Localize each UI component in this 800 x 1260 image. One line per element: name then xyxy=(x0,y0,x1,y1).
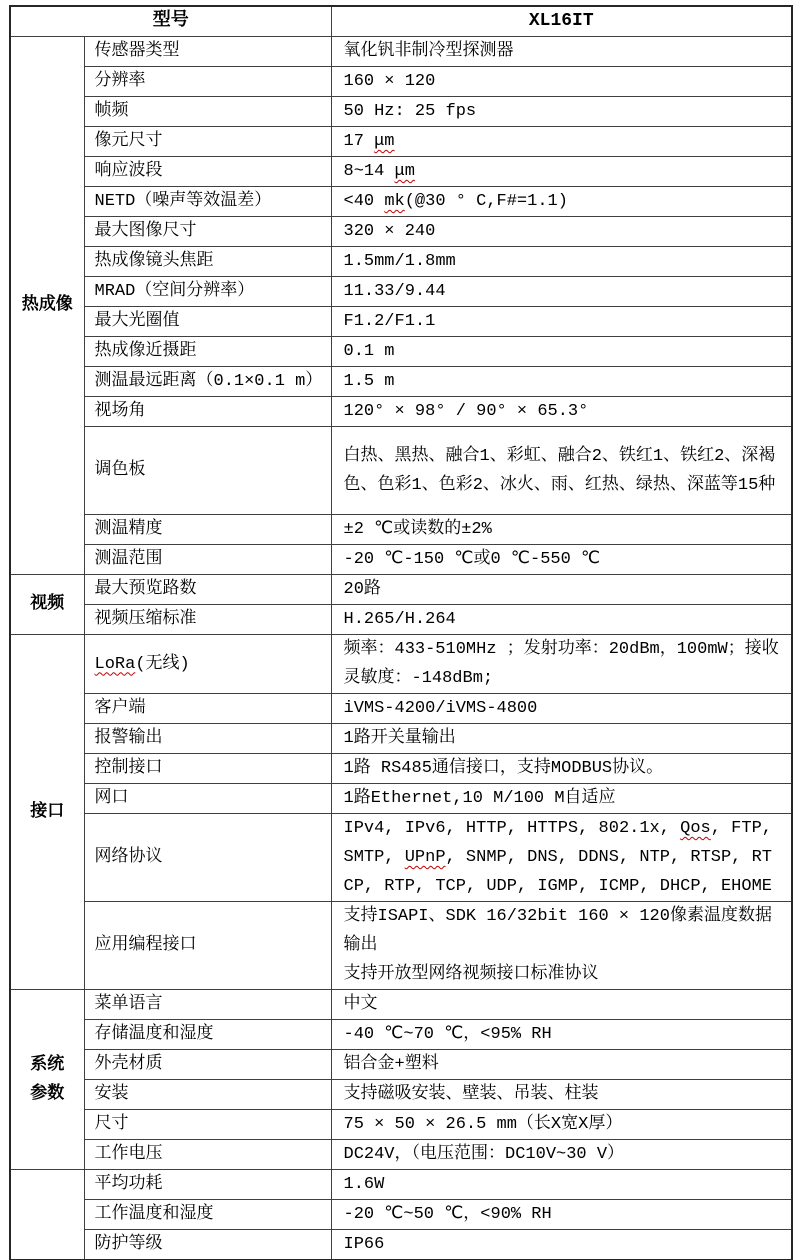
table-row xyxy=(10,157,792,187)
param-label: 传感器类型 xyxy=(84,37,331,67)
param-value: 1.5 m xyxy=(331,367,792,397)
param-value: 20路 xyxy=(331,575,792,605)
param-label: 平均功耗 xyxy=(84,1170,331,1200)
group-label: 接口 xyxy=(10,635,84,990)
param-value-part: 支持ISAPI、SDK 16/32bit 160 × 120像素温度数据输出 xyxy=(343,907,772,955)
param-value xyxy=(331,902,792,990)
table-row xyxy=(10,67,792,97)
param-label: 报警输出 xyxy=(84,724,331,754)
param-label: 存储温度和湿度 xyxy=(84,1020,331,1050)
table-row xyxy=(10,605,792,635)
model-value: XL16IT xyxy=(331,6,792,37)
param-label: 菜单语言 xyxy=(84,990,331,1020)
param-label: 测温范围 xyxy=(84,545,331,575)
table-row xyxy=(10,635,792,694)
param-value-part-spellcheck: μm xyxy=(394,162,415,181)
param-value: 11.33/9.44 xyxy=(331,277,792,307)
group-label: 热成像 xyxy=(10,37,84,575)
param-label: 帧频 xyxy=(84,97,331,127)
param-value: DC24V，（电压范围：DC10V~30 V） xyxy=(331,1140,792,1170)
param-label: 应用编程接口 xyxy=(84,902,331,990)
param-label: 外壳材质 xyxy=(84,1050,331,1080)
param-label: 最大光圈值 xyxy=(84,307,331,337)
param-value xyxy=(331,814,792,902)
param-value: 120° × 98° / 90° × 65.3° xyxy=(331,397,792,427)
param-value: 氧化钒非制冷型探测器 xyxy=(331,37,792,67)
table-row xyxy=(10,427,792,515)
table-row xyxy=(10,247,792,277)
table-row xyxy=(10,307,792,337)
param-value: 1路 RS485通信接口，支持MODBUS协议。 xyxy=(331,754,792,784)
table-row xyxy=(10,277,792,307)
table-row xyxy=(10,337,792,367)
param-value-part: IPv4, IPv6, HTTP, HTTPS, 802.1x, xyxy=(343,819,681,838)
table-row xyxy=(10,1140,792,1170)
param-value-part: 8~14 xyxy=(343,162,395,181)
param-label: NETD（噪声等效温差） xyxy=(84,187,331,217)
param-label: 视场角 xyxy=(84,397,331,427)
table-row xyxy=(10,1230,792,1260)
table-row xyxy=(10,575,792,605)
param-label: 视频压缩标准 xyxy=(84,605,331,635)
param-value: 支持磁吸安装、壁装、吊装、柱装 xyxy=(331,1080,792,1110)
param-value: 铝合金+塑料 xyxy=(331,1050,792,1080)
group-label-part: 系统 xyxy=(30,1055,65,1075)
param-value: 320 × 240 xyxy=(331,217,792,247)
param-label: 测温精度 xyxy=(84,515,331,545)
table-row xyxy=(10,367,792,397)
param-value-part-spellcheck: Qos xyxy=(680,819,711,838)
param-value xyxy=(331,187,792,217)
param-label: 工作电压 xyxy=(84,1140,331,1170)
param-value-part: 支持开放型网络视频接口标准协议 xyxy=(343,965,599,984)
param-value-part-spellcheck: μm xyxy=(374,132,395,151)
table-row xyxy=(10,724,792,754)
param-value-part: , SNMP, DNS, DDNS, NTP, RTSP, RTCP, RTP, TCP, UDP, IGMP, ICMP, DHCP, EHOME xyxy=(343,848,772,896)
group-label xyxy=(10,990,84,1170)
param-value: 1路Ethernet,10 M/100 M自适应 xyxy=(331,784,792,814)
table-row xyxy=(10,1080,792,1110)
param-value: 1.6W xyxy=(331,1170,792,1200)
param-value-part: , FTP, SMTP, xyxy=(343,819,772,867)
table-row xyxy=(10,217,792,247)
param-value: 1.5mm/1.8mm xyxy=(331,247,792,277)
param-value: 频率：433-510MHz ；发射功率：20dBm，100mW；接收灵敏度：-148dBm; xyxy=(331,635,792,694)
param-value: 0.1 m xyxy=(331,337,792,367)
table-row xyxy=(10,97,792,127)
param-label: 响应波段 xyxy=(84,157,331,187)
param-value-part-spellcheck: mk xyxy=(384,192,405,211)
param-label: 尺寸 xyxy=(84,1110,331,1140)
param-label-part-spellcheck: LoRa xyxy=(94,654,136,674)
param-value: ±2 ℃或读数的±2% xyxy=(331,515,792,545)
param-label: 工作温度和湿度 xyxy=(84,1200,331,1230)
table-row xyxy=(10,187,792,217)
table-row xyxy=(10,902,792,990)
param-value: H.265/H.264 xyxy=(331,605,792,635)
param-label: 像元尺寸 xyxy=(84,127,331,157)
param-label: 控制接口 xyxy=(84,754,331,784)
param-label xyxy=(84,635,331,694)
table-row xyxy=(10,1050,792,1080)
table-row xyxy=(10,37,792,67)
param-value: 白热、黑热、融合1、彩虹、融合2、铁红1、铁红2、深褐色、色彩1、色彩2、冰火、雨、红热、绿热、深蓝等15种 xyxy=(331,427,792,515)
param-label: 防护等级 xyxy=(84,1230,331,1260)
header-row xyxy=(10,6,792,37)
table-row xyxy=(10,814,792,902)
param-label: 热成像近摄距 xyxy=(84,337,331,367)
param-value: 160 × 120 xyxy=(331,67,792,97)
param-label: 最大图像尺寸 xyxy=(84,217,331,247)
param-value-part: 17 xyxy=(343,132,375,151)
param-label: 网口 xyxy=(84,784,331,814)
table-row xyxy=(10,1020,792,1050)
table-row xyxy=(10,127,792,157)
param-value: -40 ℃~70 ℃，<95% RH xyxy=(331,1020,792,1050)
table-row xyxy=(10,1200,792,1230)
param-value: 1路开关量输出 xyxy=(331,724,792,754)
param-label: 测温最远距离（0.1×0.1 m） xyxy=(84,367,331,397)
param-label: 热成像镜头焦距 xyxy=(84,247,331,277)
param-label: 分辨率 xyxy=(84,67,331,97)
table-row xyxy=(10,784,792,814)
param-label: MRAD（空间分辨率） xyxy=(84,277,331,307)
table-row xyxy=(10,515,792,545)
param-value: -20 ℃-150 ℃或0 ℃-550 ℃ xyxy=(331,545,792,575)
param-label: 安装 xyxy=(84,1080,331,1110)
param-value-part-spellcheck: UPnP xyxy=(404,848,446,867)
param-value: 75 × 50 × 26.5 mm（长X宽X厚） xyxy=(331,1110,792,1140)
group-label-part: 参数 xyxy=(30,1084,65,1104)
param-value: -20 ℃~50 ℃，<90% RH xyxy=(331,1200,792,1230)
group-label xyxy=(10,1170,84,1260)
param-label-part: (无线) xyxy=(135,654,190,674)
table-row xyxy=(10,990,792,1020)
param-value-part: <40 xyxy=(343,192,385,211)
param-value: F1.2/F1.1 xyxy=(331,307,792,337)
spec-table-head xyxy=(10,6,792,37)
table-row xyxy=(10,545,792,575)
spec-table xyxy=(9,5,793,1260)
param-label: 调色板 xyxy=(84,427,331,515)
group-label: 视频 xyxy=(10,575,84,635)
param-value: IP66 xyxy=(331,1230,792,1260)
param-value-part: (@30 ° C,F#=1.1) xyxy=(404,192,568,211)
param-value xyxy=(331,127,792,157)
spec-table-body xyxy=(10,37,792,1260)
model-label: 型号 xyxy=(10,6,331,37)
table-row xyxy=(10,694,792,724)
param-value: 50 Hz: 25 fps xyxy=(331,97,792,127)
table-row xyxy=(10,397,792,427)
param-label: 最大预览路数 xyxy=(84,575,331,605)
param-label: 网络协议 xyxy=(84,814,331,902)
param-value: iVMS-4200/iVMS-4800 xyxy=(331,694,792,724)
table-row xyxy=(10,1170,792,1200)
param-label: 客户端 xyxy=(84,694,331,724)
table-row xyxy=(10,754,792,784)
param-value xyxy=(331,157,792,187)
table-row xyxy=(10,1110,792,1140)
param-value: 中文 xyxy=(331,990,792,1020)
